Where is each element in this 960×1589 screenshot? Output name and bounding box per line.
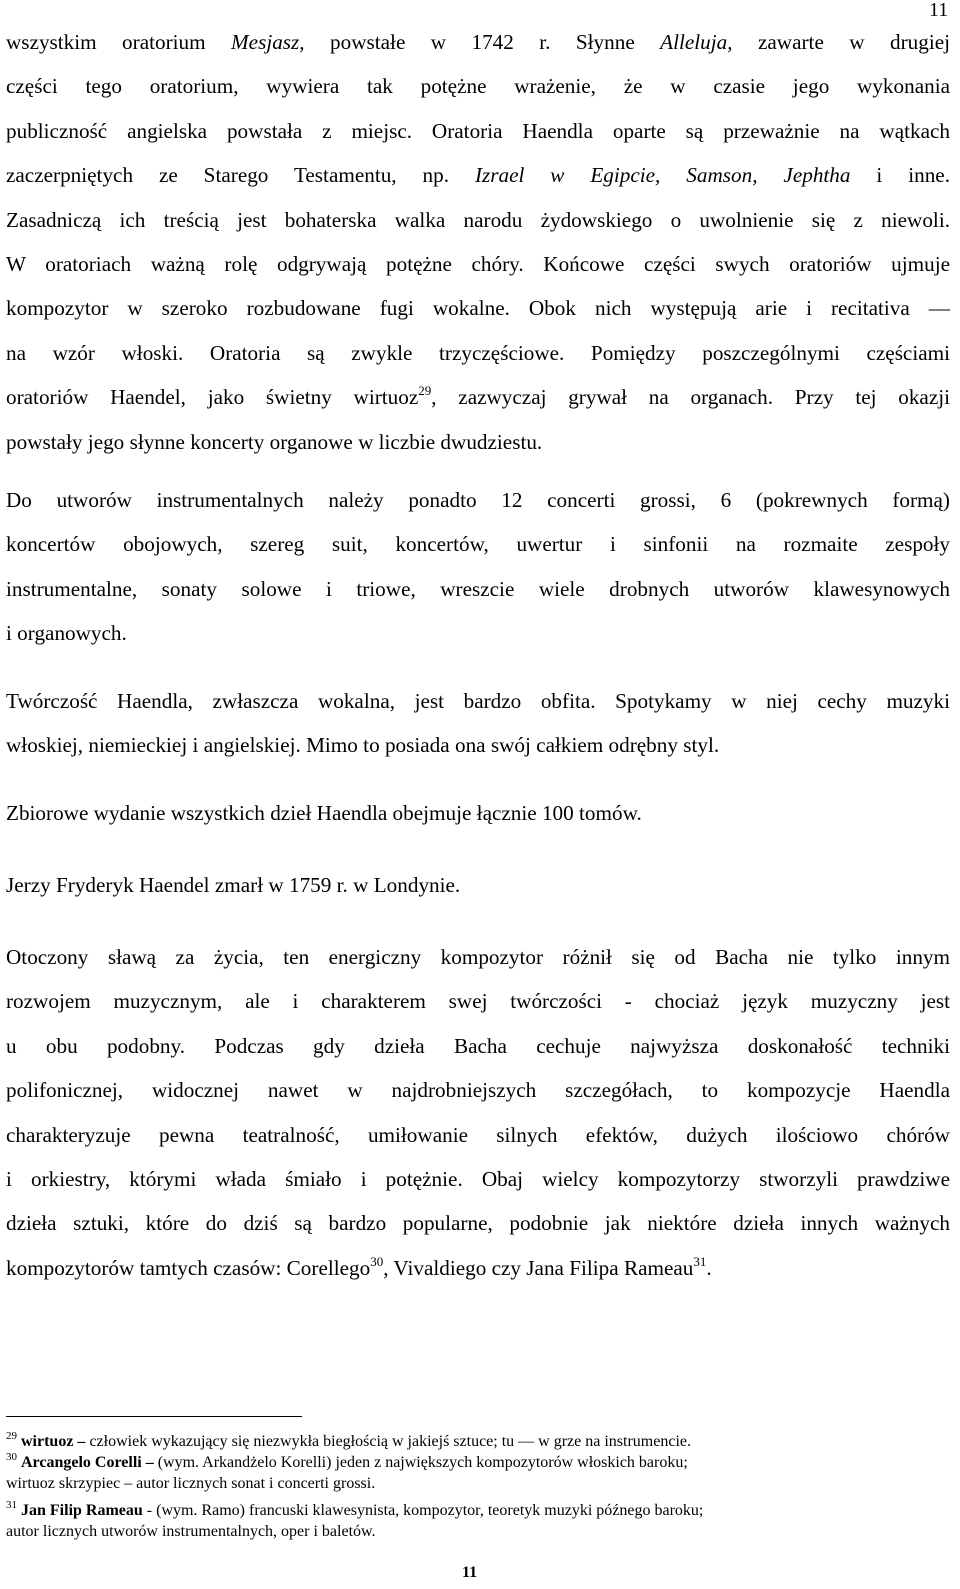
- paragraph-instrumental: [6, 478, 950, 656]
- text-line: polifonicznej, widocznej nawet w najdrobniejszych szczegółach, to kompozycje Haendla: [6, 1078, 950, 1103]
- text-line: zaczerpniętych ze Starego Testamentu, np. Izrael w Egipcie, Samson, Jephtha i inne.: [6, 163, 950, 188]
- text-line: u obu podobny. Podczas gdy dzieła Bacha cechuje najwyższa doskonałość techniki: [6, 1033, 950, 1058]
- text-line: wszystkim oratorium Mesjasz, powstałe w 1742 r. Słynne Alleluja, zawarte w drugiej: [6, 30, 950, 54]
- paragraph-tworczosc: [6, 679, 950, 768]
- text-line: kompozytorów tamtych czasów: Corellego$^{30}$, Vivaldiego czy Jana Filipa Rameau$^{31}$.: [6, 1253, 712, 1280]
- text-line: i organowych.: [6, 621, 127, 646]
- text-line: Zasadniczą ich treścią jest bohaterska walka narodu żydowskiego o uwolnienie się z niewoli.: [6, 207, 950, 232]
- paragraph-smierc: [6, 863, 950, 907]
- footnote-ref-30: 30: [370, 1253, 384, 1269]
- footnote-29: $^{29}$ wirtuoz – człowiek wykazujący się niezwykła biegłością w jakiejś sztuce; tu — w grze na instrumencie.: [6, 1430, 691, 1450]
- text-line: Jerzy Fryderyk Haendel zmarł w 1759 r. w Londynie.: [6, 873, 461, 897]
- text-line: koncertów obojowych, szereg suit, koncertów, uwertur i sinfonii na rozmaite zespoły: [6, 532, 950, 557]
- text-line: oratoriów Haendel, jako świetny wirtuoz$^{29}$, zazwyczaj grywał na organach. Przy tej okazji: [6, 383, 950, 410]
- page-number-bottom: 11: [462, 1564, 478, 1581]
- text-line: charakteryzuje pewna teatralność, umiłowanie silnych efektów, dużych ilościowo chórów: [6, 1122, 950, 1147]
- footnote-31: $^{31}$ Jan Filip Rameau - (wym. Ramo) francuski klawesynista, kompozytor, teoretyk muzyki późnego baroku; autor licznych utworów instrumentalnych, oper i baletów.: [6, 1499, 704, 1540]
- text-line: włoskiej, niemieckiej i angielskiej. Mimo to posiada ona swój całkiem odrębny styl.: [6, 733, 720, 758]
- text-line: dzieła sztuki, które do dziś są bardzo popularne, podobnie jak niektóre dzieła innych ważnych: [6, 1211, 950, 1236]
- text-line: Do utworów instrumentalnych należy ponadto 12 concerti grossi, 6 (pokrewnych formą): [6, 488, 950, 512]
- text-line: kompozytor w szeroko rozbudowane fugi wokalne. Obok nich występują arie i recitativa —: [6, 296, 950, 321]
- paragraph-oratoria: [6, 20, 950, 464]
- page-number-top: 11: [929, 0, 949, 21]
- text-line: Otoczony sławą za życia, ten energiczny kompozytor różnił się od Bacha nie tylko innym: [6, 945, 950, 969]
- text-line: W oratoriach ważną rolę odgrywają potężne chóry. Końcowe części swych oratoriów ujmuje: [6, 252, 950, 277]
- text-line: i orkiestry, którymi włada śmiało i potężnie. Obaj wielcy kompozytorzy stworzyli prawdziwe: [6, 1167, 950, 1192]
- paragraph-wydanie: [6, 791, 950, 835]
- paragraph-porownanie: [6, 935, 950, 1290]
- text-line: instrumentalne, sonaty solowe i triowe, wreszcie wiele drobnych utworów klawesynowych: [6, 576, 950, 601]
- text-line: części tego oratorium, wywiera tak potężne wrażenie, że w czasie jego wykonania: [6, 74, 950, 99]
- footnote-separator: [6, 1416, 302, 1417]
- text-line: powstały jego słynne koncerty organowe w liczbie dwudziestu.: [6, 429, 543, 454]
- text-line: rozwojem muzycznym, ale i charakterem swej twórczości - chociaż język muzyczny jest: [6, 989, 950, 1014]
- text-line: Twórczość Haendla, zwłaszcza wokalna, jest bardzo obfita. Spotykamy w niej cechy muzyki: [6, 689, 950, 713]
- text-line: Zbiorowe wydanie wszystkich dzieł Haendla obejmuje łącznie 100 tomów.: [6, 801, 642, 825]
- text-line: na wzór włoski. Oratoria są zwykle trzyczęściowe. Pomiędzy poszczególnymi częściami: [6, 340, 950, 365]
- footnote-30: $^{30}$ Arcangelo Corelli – (wym. Arkandżelo Korelli) jeden z największych kompozytorów włoskich baroku; wirtuoz skrzypiec – autor licznych sonat i concerti grossi.: [6, 1451, 688, 1492]
- footnote-ref-29: 29: [418, 383, 432, 399]
- text-line: publiczność angielska powstała z miejsc. Oratoria Haendla oparte są przeważnie na wątkach: [6, 118, 950, 143]
- footnote-ref-31: 31: [693, 1253, 707, 1269]
